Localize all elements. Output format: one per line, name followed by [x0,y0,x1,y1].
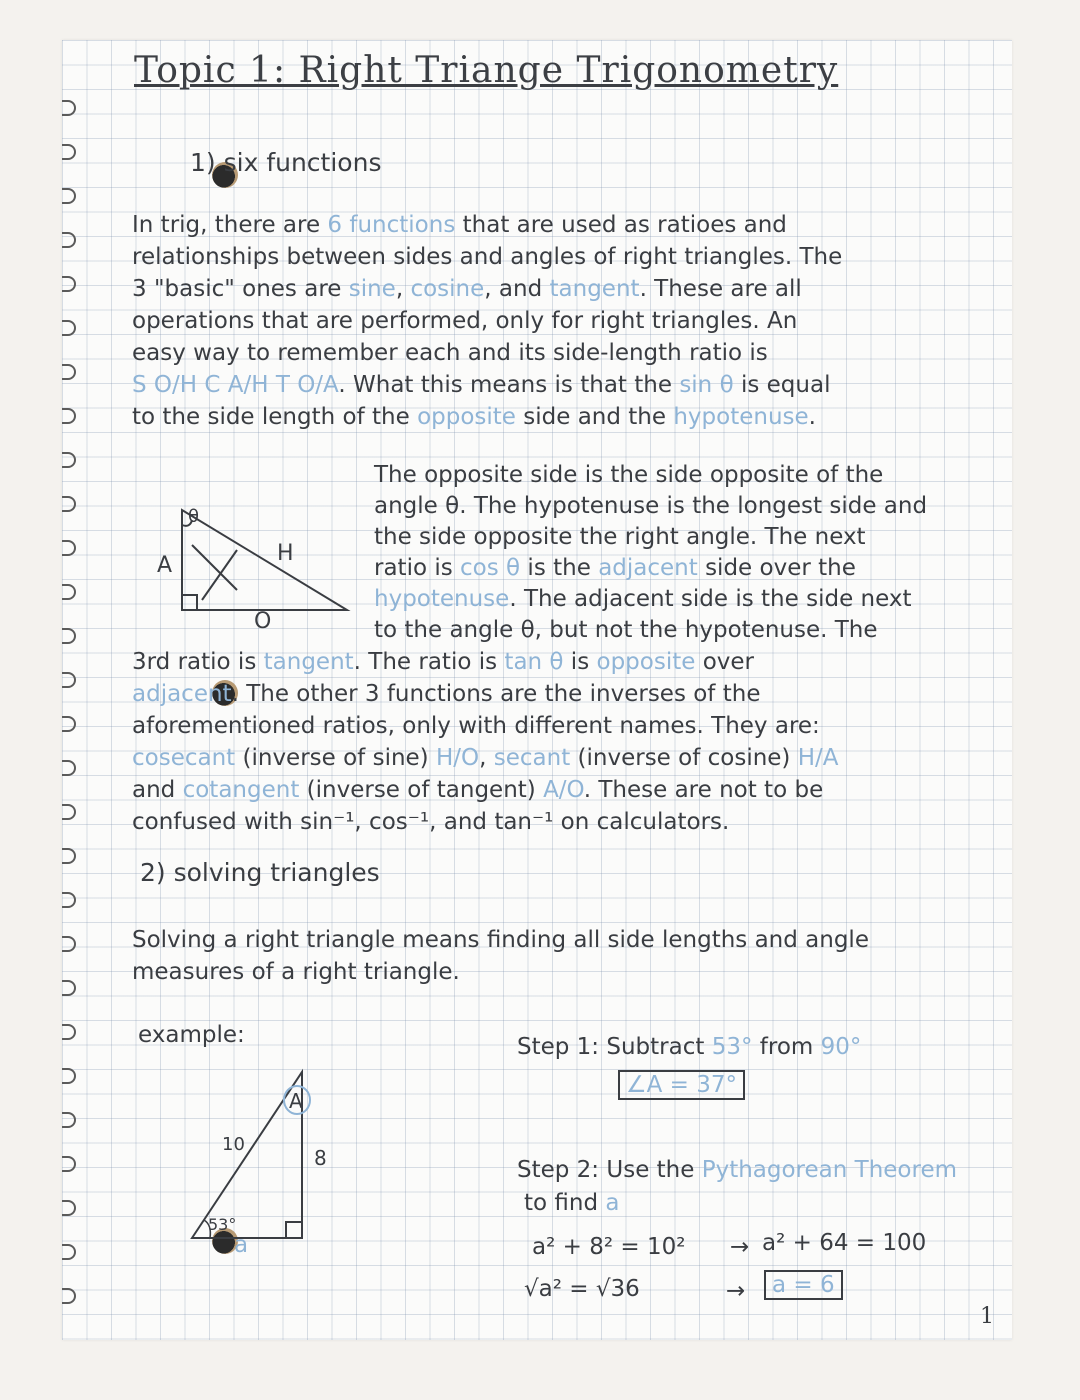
spiral-coil [62,760,76,776]
highlighted-term: opposite [417,404,516,430]
answer-box: a = 6 [764,1270,843,1300]
spiral-coil [62,320,76,336]
highlighted-term: adjacent [598,555,698,581]
angle-theta-label: θ [188,506,200,527]
text-line: easy way to remember each and its side-length ratio is [132,340,768,366]
highlighted-term: secant [493,745,571,771]
arrow-2: → [726,1278,746,1304]
spiral-coil [62,188,76,204]
leg-label: 8 [314,1146,327,1170]
step1-text: Step 1: Subtract 53° from 90° [517,1034,862,1060]
side-o-label: O [254,609,272,630]
spiral-coil [62,1156,76,1172]
highlighted-term: cotangent [182,777,300,803]
spiral-coil [62,232,76,248]
text-line: In trig, there are 6 functions that are used as ratioes and [132,212,787,238]
text-line: operations that are performed, only for right triangles. An [132,308,798,334]
text-line: 3 "basic" ones are sine, cosine, and tangent. These are all [132,276,802,302]
spiral-coil [62,892,76,908]
text-line: adjacent. The other 3 functions are the inverses of the [132,681,761,707]
spiral-coil [62,716,76,732]
highlighted-term: H/A [797,745,839,771]
text-line: measures of a right triangle. [132,959,460,985]
spiral-coil [62,540,76,556]
highlighted-term: H/O [435,745,480,771]
section-heading-six-functions: 1) six functions [190,148,382,177]
step1-result: ∠A = 37° [618,1070,745,1100]
side-h-label: H [277,541,294,566]
highlighted-term: hypotenuse [673,404,809,430]
spiral-coil [62,452,76,468]
highlighted-term: 6 functions [327,212,456,238]
text-line: confused with sin⁻¹, cos⁻¹, and tan⁻¹ on calculators. [132,809,730,835]
highlighted-term: cosine [410,276,485,302]
spiral-coil [62,584,76,600]
highlighted-term: tan θ [504,649,564,675]
highlighted-term: cos θ [460,555,521,581]
spiral-binding [62,100,76,1400]
highlighted-term: tangent [263,649,354,675]
text-line: The opposite side is the side opposite of the [374,462,884,488]
step2-text-line2: to find a [524,1190,620,1216]
arrow-1: → [730,1234,750,1260]
base-a-label: a [234,1232,249,1258]
equation-1: a² + 8² = 10² [532,1234,686,1260]
spiral-coil [62,364,76,380]
notebook-page [62,40,1012,1340]
hypotenuse-label: 10 [222,1134,245,1155]
spiral-coil [62,496,76,512]
spiral-coil [62,672,76,688]
section-heading-solving-triangles: 2) solving triangles [140,858,380,887]
spiral-coil [62,100,76,116]
spiral-coil [62,1288,76,1304]
spiral-coil [62,1068,76,1084]
text-line: aforementioned ratios, only with different names. They are: [132,713,820,739]
spiral-coil [62,1024,76,1040]
text-line: and cotangent (inverse of tangent) A/O. These are not to be [132,777,824,803]
step2-text: Step 2: Use the Pythagorean Theorem [517,1157,957,1183]
text-line: to the side length of the opposite side and the hypotenuse. [132,404,816,430]
example-label: example: [138,1022,245,1048]
text-line: S O/H C A/H T O/A. What this means is that the sin θ is equal [132,372,831,398]
angle-53-label: 53° [208,1215,237,1234]
spiral-coil [62,1244,76,1260]
spiral-coil [62,848,76,864]
text-line: cosecant (inverse of sine) H/O, secant (inverse of cosine) H/A [132,745,839,771]
page-number: 1 [980,1304,994,1329]
highlighted-term: tangent [549,276,640,302]
spiral-coil [62,936,76,952]
text-line: hypotenuse. The adjacent side is the side next [374,586,912,612]
page-title: Topic 1: Right Triange Trigonometry [134,50,839,91]
right-triangle-diagram [152,500,362,630]
spiral-coil [62,408,76,424]
spiral-coil [62,1200,76,1216]
highlighted-term: hypotenuse [374,586,510,612]
highlighted-term: adjacent [132,681,232,707]
spiral-coil [62,144,76,160]
text-line: relationships between sides and angles of right triangles. The [132,244,843,270]
text-line: angle θ. The hypotenuse is the longest side and [374,493,928,519]
text-line: the side opposite the right angle. The next [374,524,866,550]
equation-1-result: a² + 64 = 100 [762,1230,927,1256]
spiral-coil [62,980,76,996]
spiral-coil [62,1112,76,1128]
highlighted-term: sin θ [679,372,734,398]
highlighted-term: A/O [543,777,584,803]
spiral-coil [62,276,76,292]
spiral-coil [62,628,76,644]
spiral-coil [62,804,76,820]
side-a-label: A [157,553,173,578]
text-line: ratio is cos θ is the adjacent side over the [374,555,856,581]
highlighted-term: sine [348,276,396,302]
highlighted-term: S O/H C A/H T O/A [132,372,339,398]
example-triangle-diagram [182,1060,342,1250]
text-line: to the angle θ, but not the hypotenuse. The [374,617,878,643]
angle-a-label: A [289,1089,303,1113]
equation-2: √a² = √36 [524,1276,640,1302]
text-line: 3rd ratio is tangent. The ratio is tan θ is opposite over [132,649,754,675]
highlighted-term: cosecant [132,745,236,771]
text-line: Solving a right triangle means finding all side lengths and angle [132,927,869,953]
highlighted-term: opposite [596,649,696,675]
